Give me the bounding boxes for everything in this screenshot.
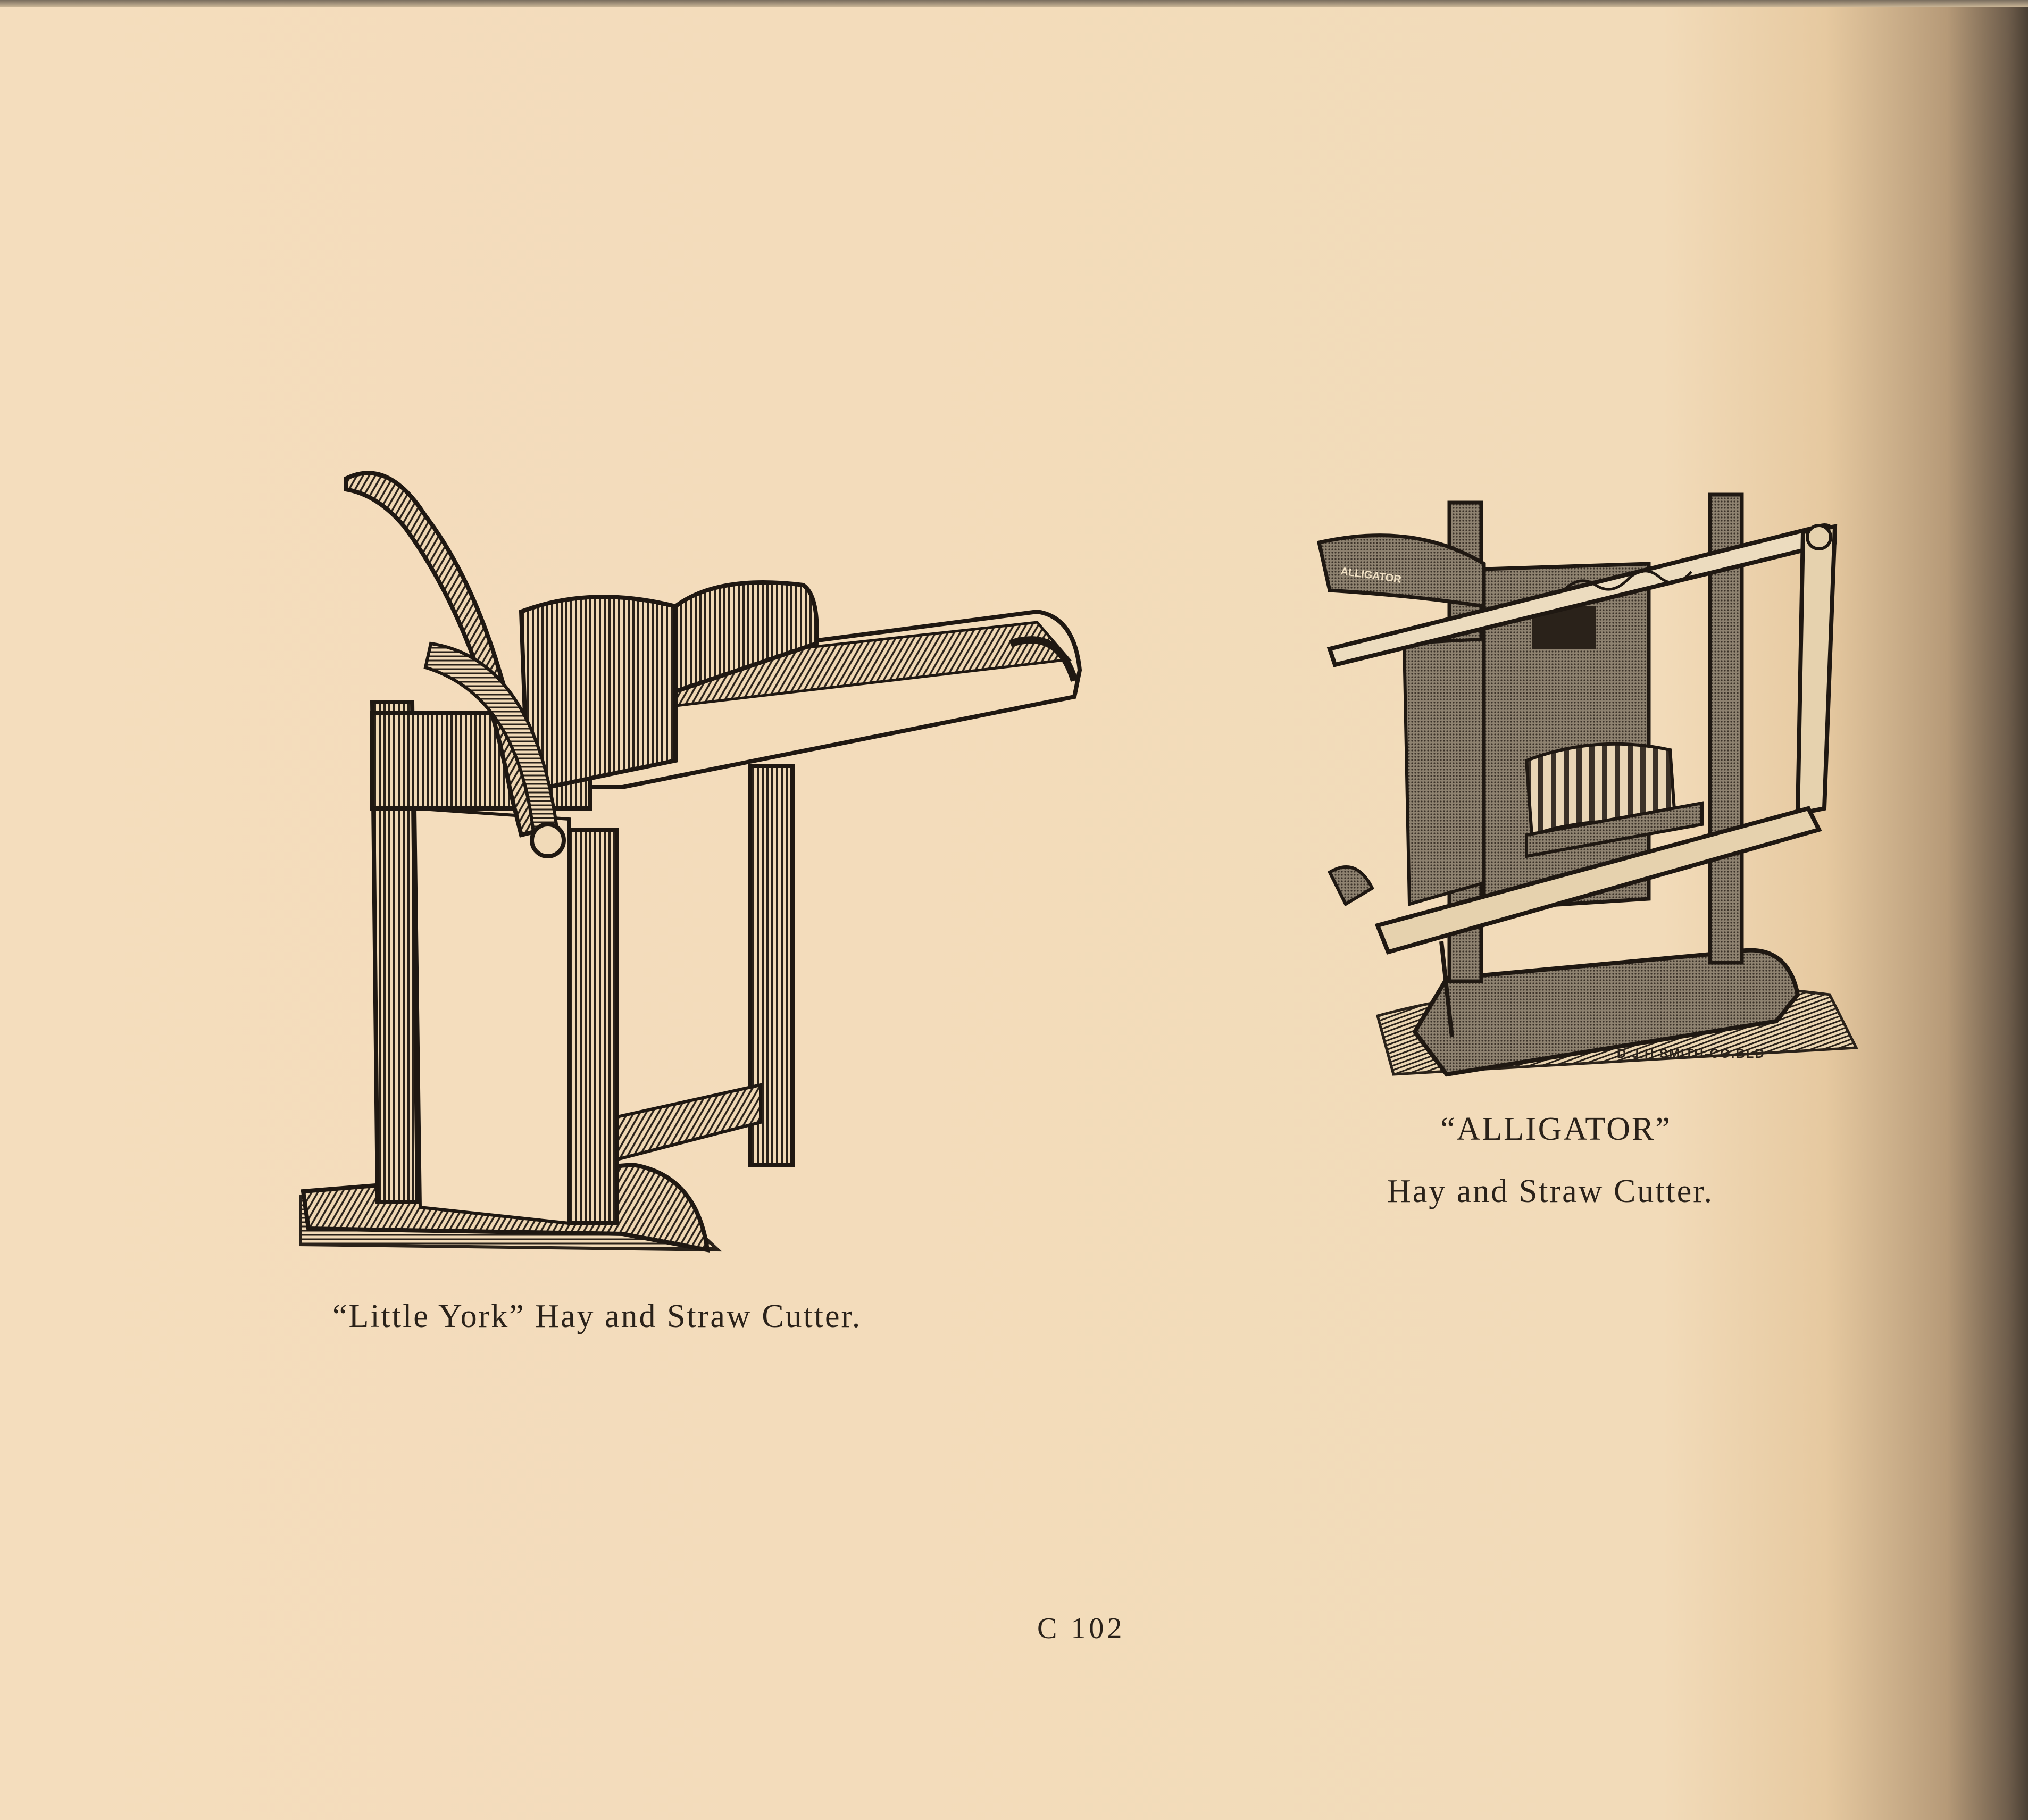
little-york-hay-cutter-icon xyxy=(293,468,1096,1276)
maker-mark: D.J.H SMITH-CO.BLD xyxy=(1617,1047,1765,1061)
alligator-description: Hay and Straw Cutter. xyxy=(1387,1173,1714,1209)
alligator-plate-text: ALLIGATOR xyxy=(1340,565,1403,586)
little-york-caption: “Little York” Hay and Straw Cutter. xyxy=(332,1298,862,1334)
alligator-hay-cutter-icon xyxy=(1308,484,1893,1096)
page-number: C 102 xyxy=(1037,1612,1125,1645)
alligator-name: “ALLIGATOR” xyxy=(1440,1111,1672,1147)
page-top-edge xyxy=(0,0,2028,7)
